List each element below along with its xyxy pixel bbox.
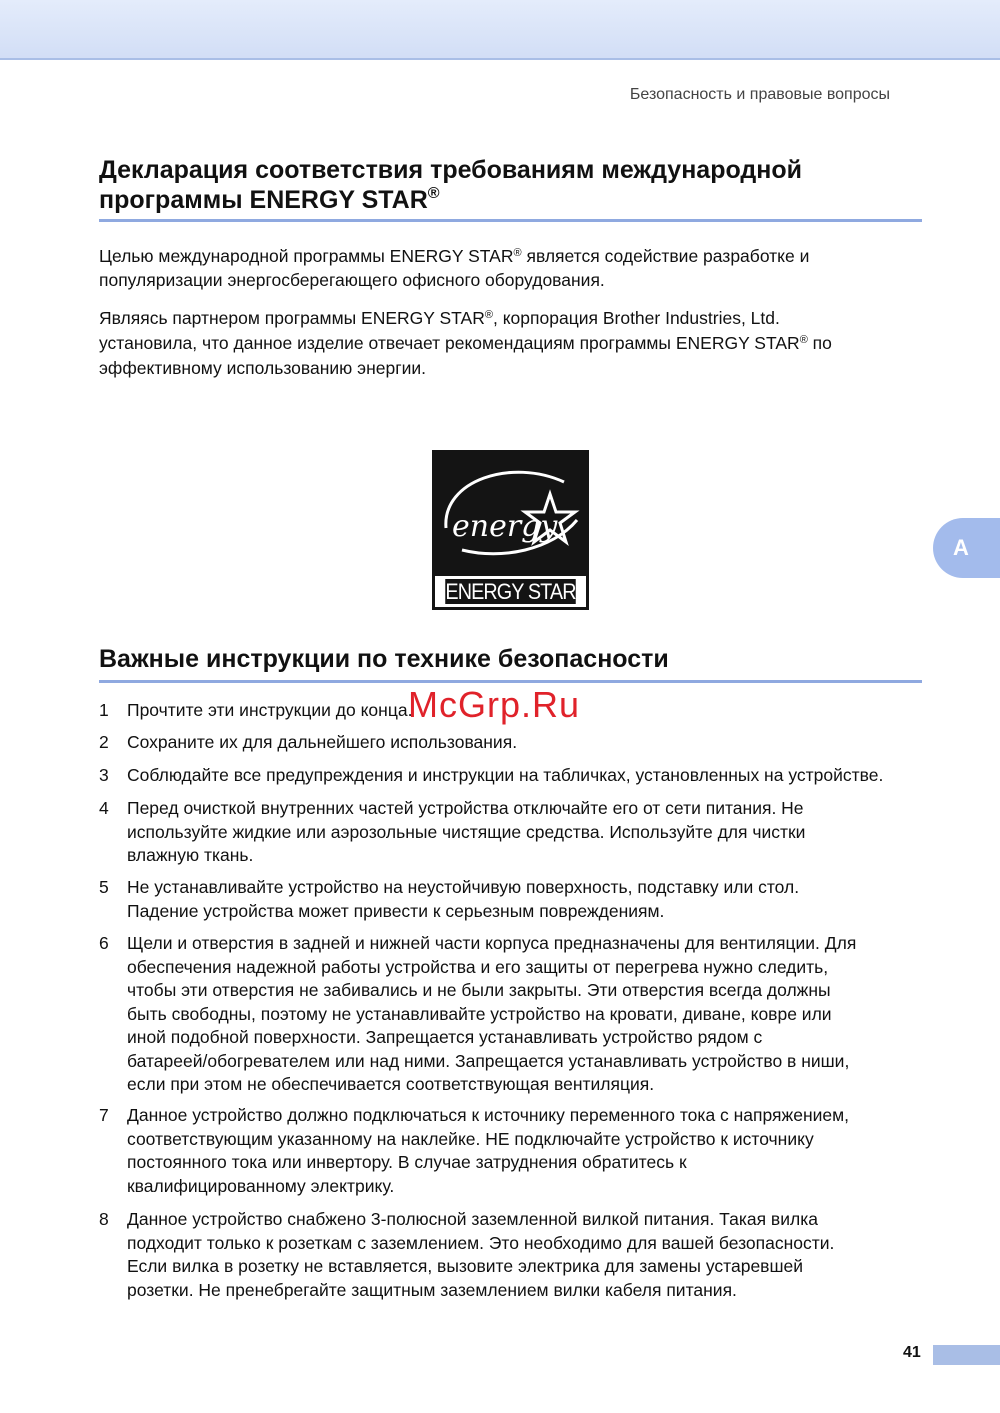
item-text: Данное устройство снабжено 3-полюсной заземленной вилкой питания. Такая вилка подходит только к розеткам с заземлением. Это необходимо для вашей безопасности. Если вилка в розетку не вставляется, вызовите электрика для замены устаревшей розетки. Не пренебрегайте защитным заземлением вилки кабеля питания.: [127, 1209, 835, 1300]
item-number: 8: [99, 1209, 109, 1229]
item-number: 5: [99, 877, 109, 897]
para2-text-c: установила, что данное изделие отвечает рекомендациям программы ENERGY STAR: [99, 333, 800, 353]
partner-paragraph: [99, 306, 929, 381]
para1-text-a: Целью международной программы ENERGY STAR: [99, 246, 514, 266]
para2-text-e: эффективному использованию энергии.: [99, 358, 426, 378]
item-text: Перед очисткой внутренних частей устройства отключайте его от сети питания. Не используйте жидкие или аэрозольные чистящие средства. Используйте для чистки влажную ткань.: [127, 798, 806, 865]
logo-label-box: [435, 576, 586, 607]
energy-star-logo: [432, 450, 589, 610]
item-number: 7: [99, 1105, 109, 1125]
item-number: 3: [99, 765, 109, 785]
item-number: 2: [99, 732, 109, 752]
registered-mark: ®: [427, 185, 440, 202]
running-header: Безопасность и правовые вопросы: [629, 86, 890, 103]
para2-text-d: по: [807, 333, 832, 353]
para2-registered-2: ®: [799, 334, 808, 346]
section-rule-2: [99, 680, 922, 683]
logo-label: ENERGY STAR: [445, 579, 576, 604]
item-text: Сохраните их для дальнейшего использования.: [127, 732, 518, 752]
item-text: Соблюдайте все предупреждения и инструкции на табличках, установленных на устройстве.: [127, 765, 884, 785]
item-number: 4: [99, 798, 109, 818]
header-band: [0, 0, 1000, 60]
heading-line-2: программы ENERGY STAR: [99, 186, 428, 214]
section-rule-1: [99, 219, 922, 222]
item-text: Щели и отверстия в задней и нижней части корпуса предназначены для вентиляции. Для обеспечения надежной работы устройства и его защиты от перегрева нужно следить, чтобы эти отверстия не забивались и не были закрыты. Эти отверстия всегда должны быть свободны, поэтому не устанавливайте устройство на кровати, диване, ковре или иной подобной поверхности. Запрещается устанавливать устройство рядом с батареей/обогревателем или над ними. Запрещается устанавливать устройство в ниши, если при этом не обеспечивается соответствующая вентиляция.: [127, 933, 857, 1094]
para1-text-c: популяризации энергосберегающего офисного оборудования.: [99, 270, 605, 290]
para1-text-b: является содействие разработке и: [521, 246, 810, 266]
para2-text-b: , корпорация Brother Industries, Ltd.: [492, 308, 780, 328]
energy-star-swoosh-icon: [432, 450, 589, 576]
energy-star-heading: [99, 155, 929, 215]
safety-heading: Важные инструкции по технике безопасности: [99, 645, 669, 673]
appendix-tab-label: A: [953, 535, 969, 560]
item-text: Не устанавливайте устройство на неустойчивую поверхность, подставку или стол. Падение устройства может привести к серьезным повреждениям.: [127, 877, 800, 921]
heading-line-1: Декларация соответствия требованиям международной: [99, 156, 803, 184]
page-number-bar: [933, 1345, 1000, 1365]
item-text: Данное устройство должно подключаться к источнику переменного тока с напряжением, соответствующим указанному на наклейке. НЕ подключайте устройство к источнику постоянного тока или инвертору. В случае затруднения обратитесь к квалифицированному электрику.: [127, 1105, 850, 1196]
para1-registered: ®: [513, 247, 522, 259]
item-number: 6: [99, 933, 109, 953]
appendix-tab: [933, 518, 1000, 578]
item-text: Прочтите эти инструкции до конца.: [127, 700, 413, 720]
para2-registered-1: ®: [484, 309, 493, 321]
para2-text-a: Являясь партнером программы ENERGY STAR: [99, 308, 485, 328]
logo-script-text: energy: [452, 509, 558, 544]
item-number: 1: [99, 700, 109, 720]
intro-paragraph: [99, 244, 929, 292]
watermark-text: McGrp.Ru: [408, 684, 581, 725]
page-number: 41: [903, 1344, 921, 1361]
